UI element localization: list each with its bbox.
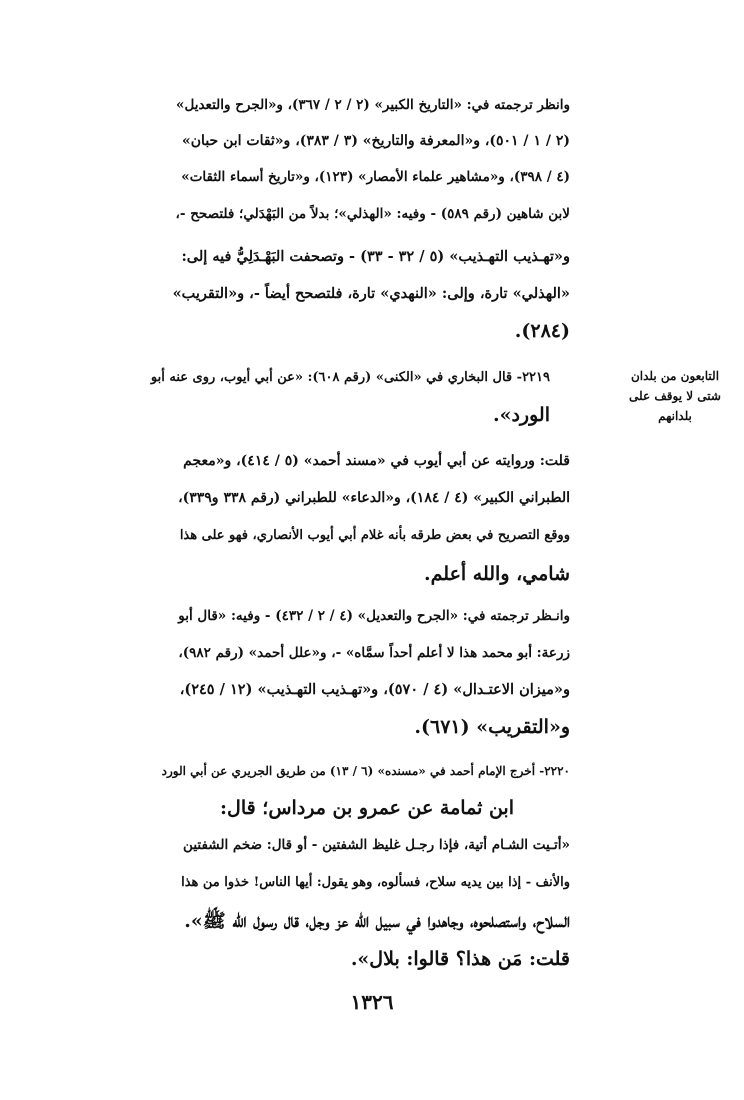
entry-2220-heading: ٢٢٢٠- أخرج الإمام أحمد في «مسنده» (٦ / ١٣) من طريق الجريري عن أبي الورد xyxy=(161,764,570,778)
text-line: الورد». xyxy=(492,404,550,426)
text-line: و«التقريب» (٦٧١). xyxy=(414,716,570,738)
text-line: الطبراني الكبير» (٤ / ١٨٤)، و«الدعاء» للطبراني (رقم ٣٣٨ و٣٣٩)، xyxy=(178,490,570,506)
side-note-line: شتى لا يوقف على xyxy=(629,389,721,403)
text-line: (٤ / ٣٩٨)، و«مشاهير علماء الأمصار» (١٢٣)، و«تاريخ أسماء الثقات» xyxy=(181,169,570,185)
page-number: ١٣٢٦ xyxy=(350,990,394,1014)
side-note-line: بلدانهم xyxy=(658,409,692,423)
text-line: و«تهـذيب التهـذيب» (٥ / ٣٢ - ٣٣) - وتصحفت البَهْـدَلِيُّ فيه إلى: xyxy=(181,248,570,265)
text-line: شامي، والله أعلم. xyxy=(424,563,570,585)
text-line: ووقع التصريح في بعض طرقه بأنه غلام أبي أيوب الأنصاري، فهو على هذا xyxy=(179,528,570,543)
text-line: ابن ثمامة عن عمرو بن مرداس؛ قال: xyxy=(220,797,514,819)
text-line: «الهذلي» تارة، وإلى: «النهدي» تارة، فلتصحح أيضاً -، و«التقريب» xyxy=(172,285,570,302)
text-line: وانـظر ترجمته في: «الجرح والتعديل» (٤ / ٢ / ٤٣٢) - وفيه: «قال أبو xyxy=(178,608,570,624)
text-line: (٢٨٤). xyxy=(514,320,570,342)
entry-2219-heading: ٢٢١٩- قال البخاري في «الكنى» (رقم ٦٠٨): «عن أبي أيوب، روى عنه أبو xyxy=(150,370,550,385)
text-line: و«ميزان الاعتـدال» (٤ / ٥٧٠)، و«تهـذيب التهـذيب» (١٢ / ٢٤٥)، xyxy=(179,681,570,698)
text-line: لابن شاهين (رقم ٥٨٩) - وفيه: «الهذلي»؛ بدلاً من البَهْدَلي؛ فلتصحح -، xyxy=(175,206,570,222)
text-line: زرعة: أبو محمد هذا لا أعلم أحداً سمَّاه» -، و«علل أحمد» (رقم ٩٨٢)، xyxy=(178,645,570,661)
text-line: السلاح، واستصلحوه، وجاهدوا في سبيل الله عز وجل، قال رسول الله ﷺ». xyxy=(184,910,570,932)
text-line: والأنف - إذا بين يديه سلاح، فسألوه، وهو يقول: أيها الناس! خذوا من هذا xyxy=(181,875,570,890)
text-line: (٢ / ١ / ٥٠١)، و«المعرفة والتاريخ» (٣ / ٣٨٣)، و«ثقات ابن حبان» xyxy=(182,133,570,149)
text-line: وانظر ترجمته في: «التاريخ الكبير» (٢ / ٢ / ٣٦٧)، و«الجرح والتعديل» xyxy=(176,97,570,113)
text-line: «أتـيت الشـام أتية، فإذا رجـل غليظ الشفتين - أو قال: ضخم الشفتين xyxy=(183,837,570,853)
text-line: قلت: مَن هذا؟ قالوا: بلال». xyxy=(350,948,570,970)
side-note xyxy=(616,366,734,426)
side-note-line: التابعون من بلدان xyxy=(630,369,720,383)
text-line: قلت: وروايته عن أبي أيوب في «مسند أحمد» (٥ / ٤١٤)، و«معجم xyxy=(183,453,570,469)
